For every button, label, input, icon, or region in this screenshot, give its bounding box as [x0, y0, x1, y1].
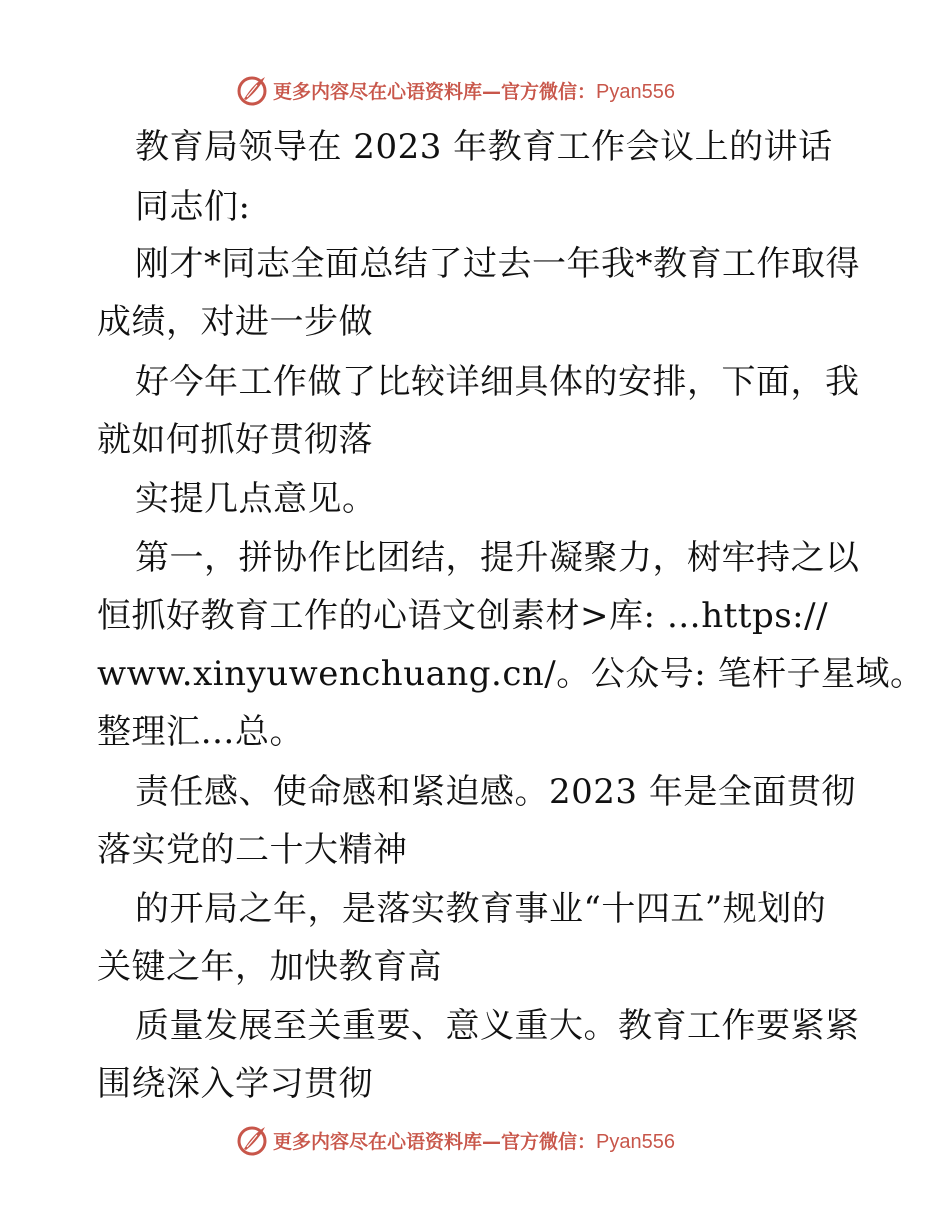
footer-banner: [235, 1122, 675, 1158]
salutation: 同志们:: [135, 187, 251, 227]
paragraph-line: 的开局之年，是落实教育事业“十四五”规划的: [135, 889, 827, 929]
paragraph-line: 落实党的二十大精神: [97, 830, 408, 870]
quill-logo-icon: [235, 1123, 269, 1157]
paragraph-line: 关键之年，加快教育高: [97, 947, 442, 987]
paragraph-line: 恒抓好教育工作的心语文创素材>库: …https://: [97, 596, 829, 636]
banner-dash: —: [482, 80, 502, 103]
banner-dash: —: [482, 1130, 502, 1153]
paragraph-line: 第一，拼协作比团结，提升凝聚力，树牢持之以: [135, 538, 860, 578]
header-banner: [235, 72, 675, 108]
banner-wechat-id: Pyan556: [596, 1130, 675, 1153]
paragraph-line: 刚才*同志全面总结了过去一年我*教育工作取得: [135, 244, 860, 284]
quill-logo-icon: [235, 73, 269, 107]
paragraph-line: 好今年工作做了比较详细具体的安排，下面，我: [135, 362, 860, 402]
document-title: 教育局领导在 2023 年教育工作会议上的讲话: [135, 127, 833, 167]
paragraph-line: 整理汇…总。: [97, 712, 304, 752]
paragraph-line: 责任感、使命感和紧迫感。2023 年是全面贯彻: [135, 772, 856, 812]
banner-text: [273, 77, 675, 104]
banner-wechat-label: 官方微信：: [501, 80, 597, 103]
paragraph-line: 围绕深入学习贯彻: [97, 1064, 373, 1104]
paragraph-line: www.xinyuwenchuang.cn/。公众号: 笔杆子星域。: [97, 654, 925, 694]
banner-prefix: 更多内容尽在心语资料库: [273, 80, 483, 103]
paragraph-line: 质量发展至关重要、意义重大。教育工作要紧紧: [135, 1006, 860, 1046]
banner-wechat-label: 官方微信：: [501, 1130, 597, 1153]
banner-prefix: 更多内容尽在心语资料库: [273, 1130, 483, 1153]
banner-wechat-id: Pyan556: [596, 80, 675, 103]
paragraph-line: 就如何抓好贯彻落: [97, 420, 373, 460]
paragraph-line: 成绩，对进一步做: [97, 302, 373, 342]
paragraph-line: 实提几点意见。: [135, 479, 377, 519]
banner-text: [273, 1127, 675, 1154]
